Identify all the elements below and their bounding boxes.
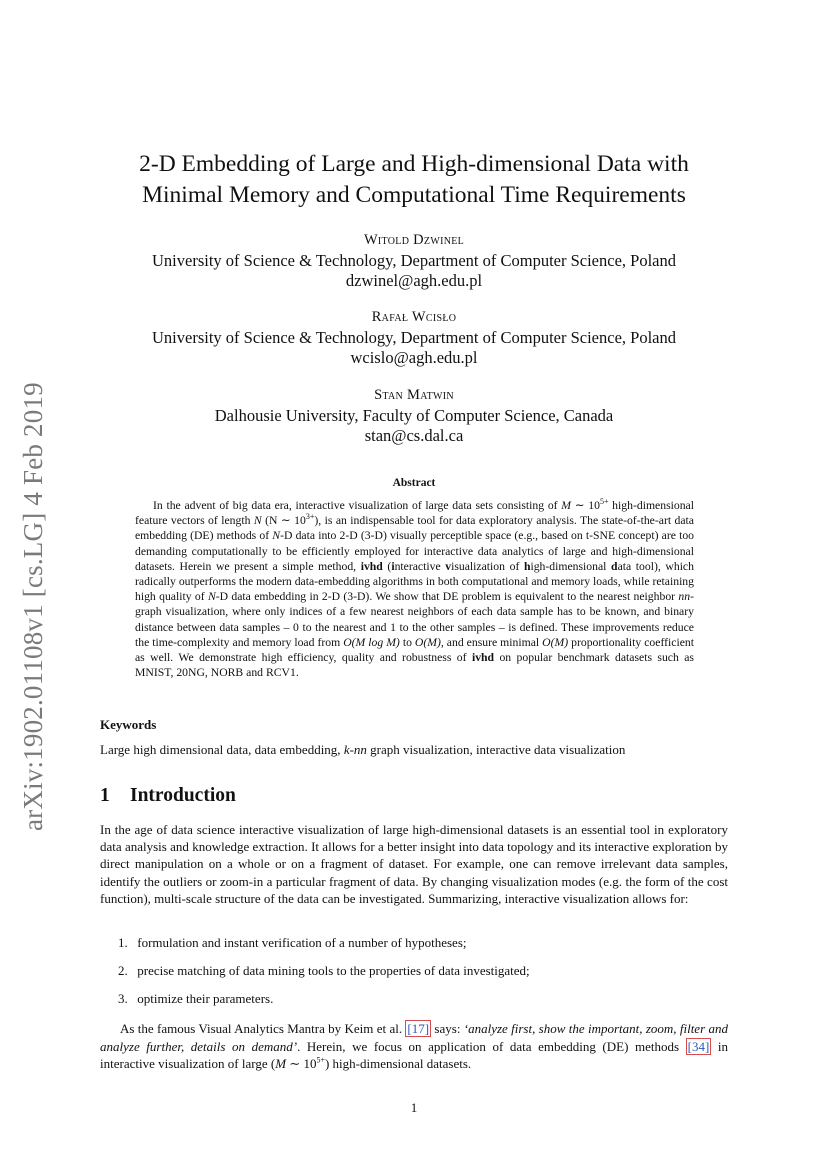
paper-title [100, 149, 728, 211]
author-affiliation: University of Science & Technology, Department of Computer Science, Poland [152, 328, 676, 347]
section-heading [100, 785, 236, 807]
author-block-1 [100, 230, 728, 291]
section-title: Introduction [130, 785, 236, 806]
list-item: 2. precise matching of data mining tools to the properties of data investigated; [118, 963, 530, 978]
author-affiliation: Dalhousie University, Faculty of Computer Science, Canada [214, 406, 614, 425]
author-email[interactable]: dzwinel@agh.edu.pl [345, 271, 483, 290]
author-name: Witold Dzwinel [363, 232, 465, 248]
intro-paragraph: In the age of data science interactive visualization of large high-dimensional datasets is an essential tool in exploratory data analysis and knowledge extraction. It allows for a better insight into data topology and its interactive exploration by direct manipulation on a whole or on a fragment of dataset. For example, one can remove irrelevant data samples, identify the outliers or zoom-in a particular fragment of data. By changing visualization modes (e.g. the form of the cost function), multi-scale structure of the data can be investigated. Summarizing, interactive visualization allows for: [100, 822, 728, 906]
keywords-list: Large high dimensional data, data embedding, k-nn graph visualization, interactive data visualization [100, 742, 626, 757]
author-block-3 [100, 385, 728, 446]
author-name: Rafał Wcisło [371, 309, 457, 325]
abstract-heading: Abstract [392, 477, 436, 489]
body-paragraph: As the famous Visual Analytics Mantra by Keim et al. [17] says: ‘analyze first, show the important, zoom, filter and analyze further, details on demand’. Herein, we focus on application of data embedding (DE) methods [34] in interactive visualization of large (M ∼ $10^{5+}$) high-dimensional datasets. [100, 1021, 728, 1072]
list-item: 3. optimize their parameters. [118, 991, 274, 1006]
author-block-2 [100, 307, 728, 368]
citation-link[interactable]: [34] [687, 1038, 710, 1054]
title-line-2: Minimal Memory and Computational Time Requirements [142, 182, 686, 208]
arxiv-identifier: arXiv:1902.01108v1 [cs.LG] 4 Feb 2019 [18, 382, 48, 832]
list-item: 1. formulation and instant verification of a number of hypotheses; [118, 935, 467, 950]
keywords-heading: Keywords [100, 717, 157, 732]
author-email[interactable]: wcislo@agh.edu.pl [350, 348, 478, 367]
abstract-body: In the advent of big data era, interactive visualization of large data sets consisting of M ∼ $10^{5+}$ high-dimensional feature vectors of length N (N ∼ $10^{3+}$), is an indispensable tool for data exploratory analysis. The state-of-the-art data embedding (DE) methods of N-D data into 2-D (3-D) visually perceptible space (e.g., based on t-SNE concept) are too demanding computationally to be efficiently employed for interactive data analytics of large and high-dimensional datasets. Herein we present a simple method, ivhd (interactive visualization of high-dimensional data tool), which radically outperforms the modern data-embedding algorithms in both computational and memory loads, while retaining high quality of N-D data embedding in 2-D (3-D). We show that DE problem is equivalent to the nearest neighbor nn-graph visualization, where only indices of a few nearest neighbors of each data sample has to be known, and binary distance between data samples – 0 to the nearest and 1 to the other samples – is defined. These improvements reduce the time-complexity and memory load from O(M log M) to O(M), and ensure minimal O(M) proportionality coefficient as well. We demonstrate high efficiency, quality and robustness of ivhd on popular benchmark datasets such as MNIST, 20NG, NORB and RCV1. [135, 497, 695, 680]
author-email[interactable]: stan@cs.dal.ca [364, 426, 464, 445]
citation-link[interactable]: [17] [407, 1021, 430, 1036]
title-line-1: 2-D Embedding of Large and High-dimensional Data with [139, 151, 689, 177]
page-number: 1 [410, 1100, 418, 1115]
author-name: Stan Matwin [374, 387, 454, 403]
section-number: 1 [100, 785, 110, 806]
author-affiliation: University of Science & Technology, Department of Computer Science, Poland [152, 251, 676, 270]
